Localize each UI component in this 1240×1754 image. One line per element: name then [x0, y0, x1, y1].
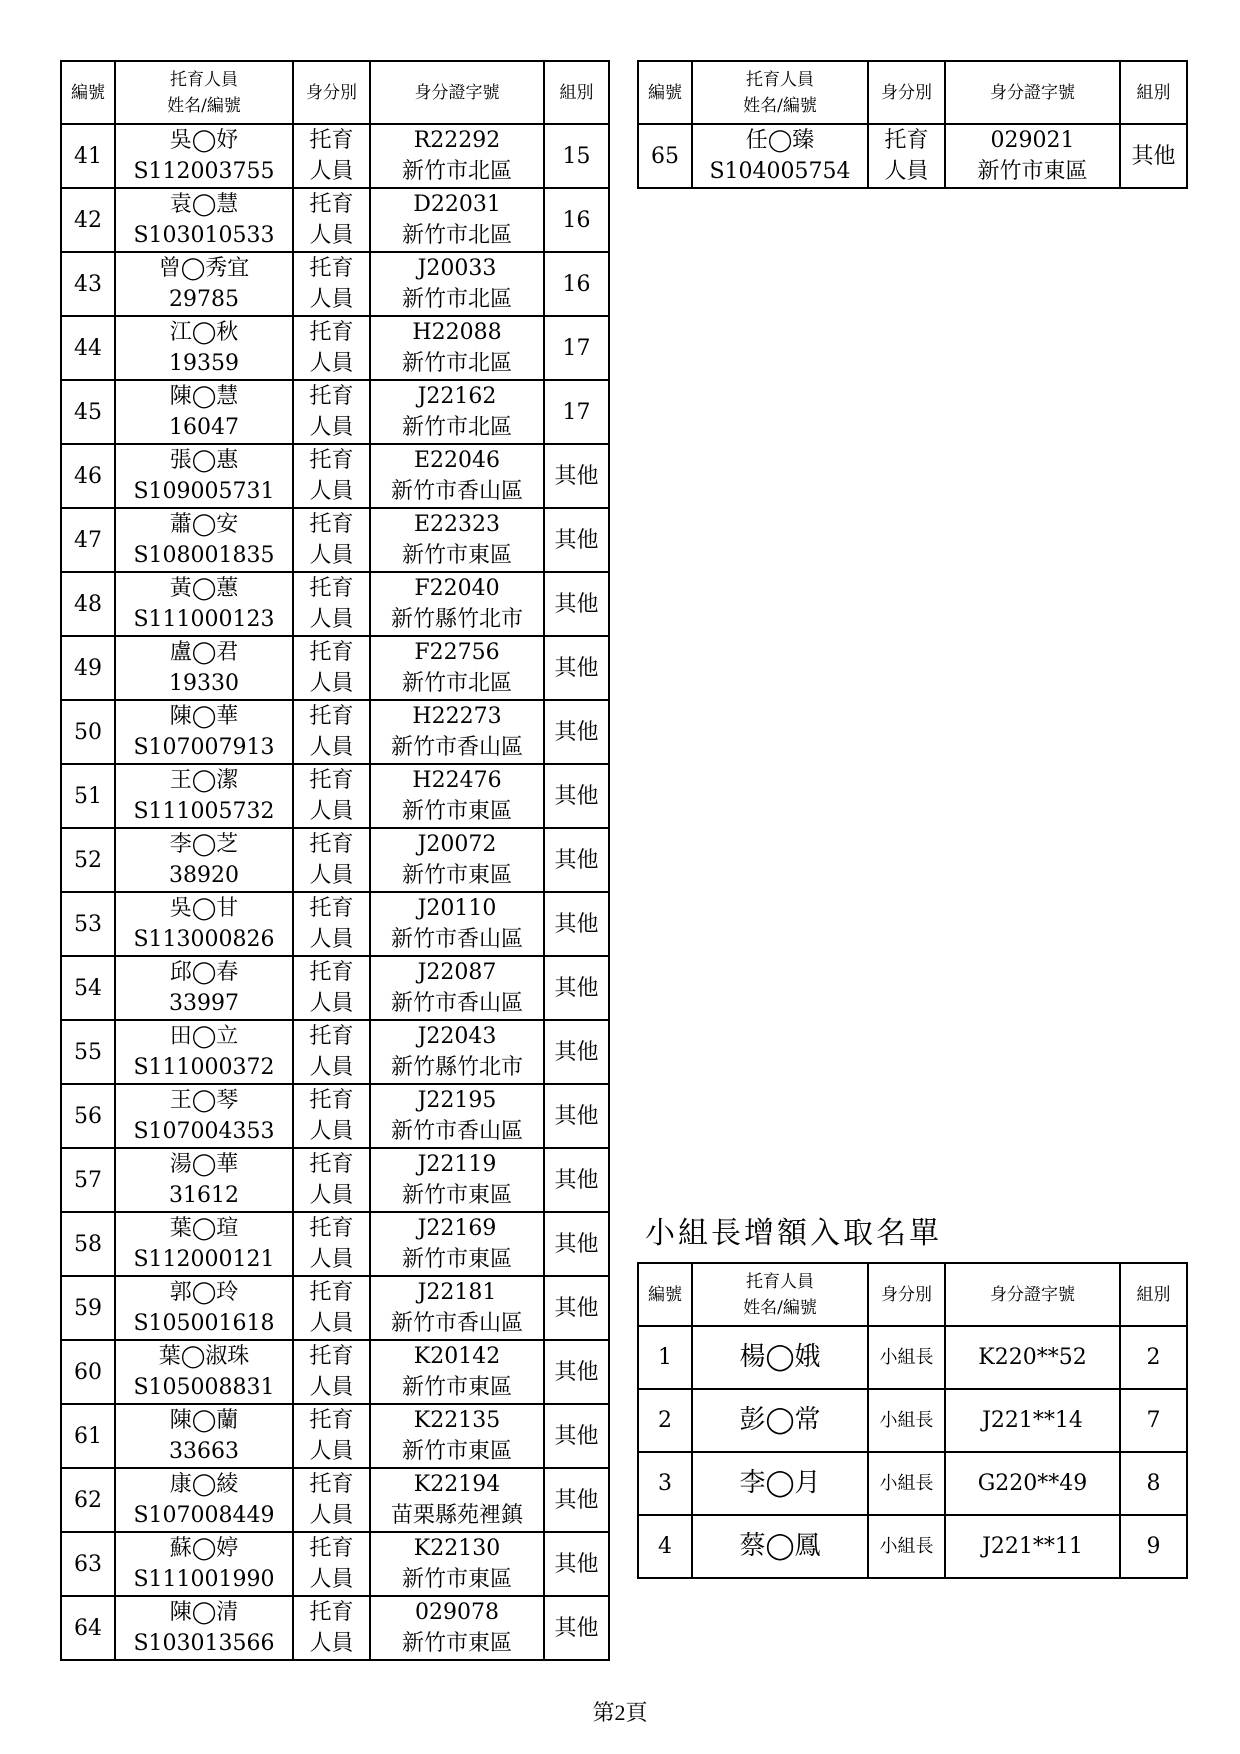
table-row — [61, 1340, 609, 1404]
id-number-area: K22135 新竹市東區 — [370, 1404, 544, 1468]
table-row — [61, 252, 609, 316]
leader-name: 蔡◯鳳 — [692, 1515, 868, 1578]
header-role: 身分別 — [868, 61, 945, 124]
caregiver-name-code: 王◯琴 S107004353 — [115, 1084, 293, 1148]
table-row — [638, 124, 1187, 188]
table-row — [638, 1452, 1187, 1515]
group: 其他 — [544, 892, 609, 956]
id-number-area: H22273 新竹市香山區 — [370, 700, 544, 764]
group: 其他 — [544, 956, 609, 1020]
header-name-code: 托育人員 姓名/編號 — [692, 1263, 868, 1326]
table-row — [638, 1389, 1187, 1452]
caregiver-role: 托育 人員 — [293, 1340, 370, 1404]
row-number: 63 — [61, 1532, 115, 1596]
caregiver-name-code: 蘇◯婷 S111001990 — [115, 1532, 293, 1596]
table-row — [61, 444, 609, 508]
caregiver-name-code: 湯◯華 31612 — [115, 1148, 293, 1212]
id-number-area: J22119 新竹市東區 — [370, 1148, 544, 1212]
id-number-area: E22323 新竹市東區 — [370, 508, 544, 572]
id-number-area: J22087 新竹市香山區 — [370, 956, 544, 1020]
caregiver-role: 托育 人員 — [293, 892, 370, 956]
caregiver-name-code: 葉◯瑄 S112000121 — [115, 1212, 293, 1276]
id-number: K220**52 — [945, 1326, 1120, 1389]
table-row — [61, 892, 609, 956]
caregiver-role: 托育 人員 — [293, 316, 370, 380]
row-number: 55 — [61, 1020, 115, 1084]
header-group: 組別 — [1120, 1263, 1187, 1326]
caregiver-name-code: 郭◯玲 S105001618 — [115, 1276, 293, 1340]
id-number-area: K22194 苗栗縣苑裡鎮 — [370, 1468, 544, 1532]
row-number: 61 — [61, 1404, 115, 1468]
row-number: 62 — [61, 1468, 115, 1532]
caregiver-role: 托育 人員 — [293, 572, 370, 636]
group: 其他 — [544, 1084, 609, 1148]
id-number-area: J22195 新竹市香山區 — [370, 1084, 544, 1148]
id-number-area: K22130 新竹市東區 — [370, 1532, 544, 1596]
table-row — [61, 1532, 609, 1596]
caregiver-name-code: 陳◯蘭 33663 — [115, 1404, 293, 1468]
id-number-area: J22162 新竹市北區 — [370, 380, 544, 444]
side-table-header — [638, 61, 1187, 124]
table-row — [638, 1515, 1187, 1578]
leader-name: 楊◯娥 — [692, 1326, 868, 1389]
row-number: 3 — [638, 1452, 692, 1515]
caregiver-name-code: 陳◯清 S103013566 — [115, 1596, 293, 1660]
caregiver-role: 托育 人員 — [293, 124, 370, 188]
header-number: 編號 — [638, 1263, 692, 1326]
id-number-area: J22169 新竹市東區 — [370, 1212, 544, 1276]
id-number-area: J22181 新竹市香山區 — [370, 1276, 544, 1340]
group: 其他 — [544, 444, 609, 508]
page-number: 第2頁 — [592, 1700, 648, 1725]
id-number-area: J20072 新竹市東區 — [370, 828, 544, 892]
id-number-area: D22031 新竹市北區 — [370, 188, 544, 252]
caregiver-role: 托育 人員 — [293, 444, 370, 508]
leader-name: 彭◯常 — [692, 1389, 868, 1452]
group: 其他 — [544, 636, 609, 700]
id-number-area: F22756 新竹市北區 — [370, 636, 544, 700]
row-number: 60 — [61, 1340, 115, 1404]
row-number: 41 — [61, 124, 115, 188]
row-number: 1 — [638, 1326, 692, 1389]
caregiver-name-code: 陳◯華 S107007913 — [115, 700, 293, 764]
group: 其他 — [544, 508, 609, 572]
header-role: 身分別 — [293, 61, 370, 124]
group: 7 — [1120, 1389, 1187, 1452]
extra-leader-table — [637, 1262, 1188, 1579]
group: 其他 — [544, 1596, 609, 1660]
side-roster-table — [637, 60, 1188, 189]
table-row — [61, 1276, 609, 1340]
caregiver-role: 托育 人員 — [293, 508, 370, 572]
id-number-area: H22088 新竹市北區 — [370, 316, 544, 380]
header-id-number: 身分證字號 — [945, 1263, 1120, 1326]
caregiver-name-code: 黃◯蕙 S111000123 — [115, 572, 293, 636]
id-number-area: 029078 新竹市東區 — [370, 1596, 544, 1660]
extra-table-body — [638, 1326, 1187, 1578]
leader-name: 李◯月 — [692, 1452, 868, 1515]
id-number: J221**11 — [945, 1515, 1120, 1578]
group: 9 — [1120, 1515, 1187, 1578]
row-number: 59 — [61, 1276, 115, 1340]
row-number: 47 — [61, 508, 115, 572]
group: 17 — [544, 316, 609, 380]
leader-role: 小組長 — [868, 1515, 945, 1578]
row-number: 54 — [61, 956, 115, 1020]
caregiver-name-code: 蕭◯安 S108001835 — [115, 508, 293, 572]
row-number: 2 — [638, 1389, 692, 1452]
caregiver-name-code: 吳◯甘 S113000826 — [115, 892, 293, 956]
row-number: 45 — [61, 380, 115, 444]
group: 其他 — [544, 700, 609, 764]
row-number: 48 — [61, 572, 115, 636]
table-row — [61, 1084, 609, 1148]
id-number-area: 029021 新竹市東區 — [945, 124, 1120, 188]
group: 8 — [1120, 1452, 1187, 1515]
group: 其他 — [544, 828, 609, 892]
row-number: 49 — [61, 636, 115, 700]
caregiver-name-code: 任◯臻 S104005754 — [692, 124, 868, 188]
id-number-area: R22292 新竹市北區 — [370, 124, 544, 188]
group: 其他 — [544, 1212, 609, 1276]
group: 其他 — [544, 1404, 609, 1468]
caregiver-role: 托育 人員 — [293, 1532, 370, 1596]
caregiver-role: 托育 人員 — [293, 1276, 370, 1340]
group: 15 — [544, 124, 609, 188]
group: 16 — [544, 252, 609, 316]
caregiver-name-code: 陳◯慧 16047 — [115, 380, 293, 444]
table-row — [61, 1148, 609, 1212]
caregiver-name-code: 康◯綾 S107008449 — [115, 1468, 293, 1532]
row-number: 44 — [61, 316, 115, 380]
caregiver-role: 托育 人員 — [293, 1468, 370, 1532]
group: 16 — [544, 188, 609, 252]
id-number: G220**49 — [945, 1452, 1120, 1515]
caregiver-role: 托育 人員 — [868, 124, 945, 188]
row-number: 46 — [61, 444, 115, 508]
caregiver-name-code: 張◯惠 S109005731 — [115, 444, 293, 508]
table-row — [61, 188, 609, 252]
caregiver-name-code: 王◯潔 S111005732 — [115, 764, 293, 828]
header-id-number: 身分證字號 — [945, 61, 1120, 124]
id-number-area: J20110 新竹市香山區 — [370, 892, 544, 956]
table-row — [61, 764, 609, 828]
group: 2 — [1120, 1326, 1187, 1389]
table-row — [61, 380, 609, 444]
caregiver-role: 托育 人員 — [293, 188, 370, 252]
id-number: J221**14 — [945, 1389, 1120, 1452]
group: 其他 — [1120, 124, 1187, 188]
id-number-area: K20142 新竹市東區 — [370, 1340, 544, 1404]
group: 其他 — [544, 1340, 609, 1404]
table-row — [61, 956, 609, 1020]
group: 其他 — [544, 572, 609, 636]
id-number-area: J20033 新竹市北區 — [370, 252, 544, 316]
row-number: 57 — [61, 1148, 115, 1212]
leader-role: 小組長 — [868, 1452, 945, 1515]
table-row — [61, 1020, 609, 1084]
id-number-area: H22476 新竹市東區 — [370, 764, 544, 828]
caregiver-name-code: 李◯芝 38920 — [115, 828, 293, 892]
row-number: 56 — [61, 1084, 115, 1148]
header-group: 組別 — [544, 61, 609, 124]
leader-role: 小組長 — [868, 1326, 945, 1389]
table-row — [61, 508, 609, 572]
row-number: 53 — [61, 892, 115, 956]
main-table-header — [61, 61, 609, 124]
row-number: 58 — [61, 1212, 115, 1276]
table-row — [61, 700, 609, 764]
row-number: 64 — [61, 1596, 115, 1660]
caregiver-role: 托育 人員 — [293, 700, 370, 764]
caregiver-role: 托育 人員 — [293, 252, 370, 316]
table-row — [61, 124, 609, 188]
caregiver-role: 托育 人員 — [293, 828, 370, 892]
main-table-body — [61, 124, 609, 1660]
table-row — [61, 1468, 609, 1532]
group: 其他 — [544, 1148, 609, 1212]
table-row — [61, 316, 609, 380]
row-number: 43 — [61, 252, 115, 316]
caregiver-role: 托育 人員 — [293, 1212, 370, 1276]
group: 其他 — [544, 1532, 609, 1596]
table-row — [61, 1404, 609, 1468]
table-row — [61, 572, 609, 636]
header-number: 編號 — [61, 61, 115, 124]
caregiver-name-code: 田◯立 S111000372 — [115, 1020, 293, 1084]
row-number: 4 — [638, 1515, 692, 1578]
header-name-code: 托育人員 姓名/編號 — [115, 61, 293, 124]
row-number: 50 — [61, 700, 115, 764]
group: 其他 — [544, 764, 609, 828]
caregiver-role: 托育 人員 — [293, 764, 370, 828]
row-number: 65 — [638, 124, 692, 188]
caregiver-role: 托育 人員 — [293, 1148, 370, 1212]
leader-role: 小組長 — [868, 1389, 945, 1452]
caregiver-role: 托育 人員 — [293, 1084, 370, 1148]
group: 其他 — [544, 1020, 609, 1084]
caregiver-name-code: 葉◯淑珠 S105008831 — [115, 1340, 293, 1404]
extra-list-title: 小組長增額入取名單 — [645, 1216, 942, 1251]
table-row — [61, 1212, 609, 1276]
row-number: 52 — [61, 828, 115, 892]
id-number-area: J22043 新竹縣竹北市 — [370, 1020, 544, 1084]
caregiver-role: 托育 人員 — [293, 1404, 370, 1468]
caregiver-role: 托育 人員 — [293, 956, 370, 1020]
main-roster-table — [60, 60, 610, 1661]
header-id-number: 身分證字號 — [370, 61, 544, 124]
table-row — [61, 636, 609, 700]
caregiver-role: 托育 人員 — [293, 1596, 370, 1660]
row-number: 42 — [61, 188, 115, 252]
caregiver-name-code: 江◯秋 19359 — [115, 316, 293, 380]
row-number: 51 — [61, 764, 115, 828]
table-row — [61, 828, 609, 892]
caregiver-role: 托育 人員 — [293, 636, 370, 700]
id-number-area: F22040 新竹縣竹北市 — [370, 572, 544, 636]
table-row — [61, 1596, 609, 1660]
caregiver-name-code: 吳◯妤 S112003755 — [115, 124, 293, 188]
header-group: 組別 — [1120, 61, 1187, 124]
side-table-body — [638, 124, 1187, 188]
caregiver-name-code: 曾◯秀宜 29785 — [115, 252, 293, 316]
group: 其他 — [544, 1276, 609, 1340]
table-row — [638, 1326, 1187, 1389]
extra-table-header — [638, 1263, 1187, 1326]
caregiver-role: 托育 人員 — [293, 380, 370, 444]
group: 17 — [544, 380, 609, 444]
caregiver-name-code: 袁◯慧 S103010533 — [115, 188, 293, 252]
caregiver-role: 托育 人員 — [293, 1020, 370, 1084]
id-number-area: E22046 新竹市香山區 — [370, 444, 544, 508]
group: 其他 — [544, 1468, 609, 1532]
caregiver-name-code: 邱◯春 33997 — [115, 956, 293, 1020]
header-name-code: 托育人員 姓名/編號 — [692, 61, 868, 124]
caregiver-name-code: 盧◯君 19330 — [115, 636, 293, 700]
header-role: 身分別 — [868, 1263, 945, 1326]
header-number: 編號 — [638, 61, 692, 124]
